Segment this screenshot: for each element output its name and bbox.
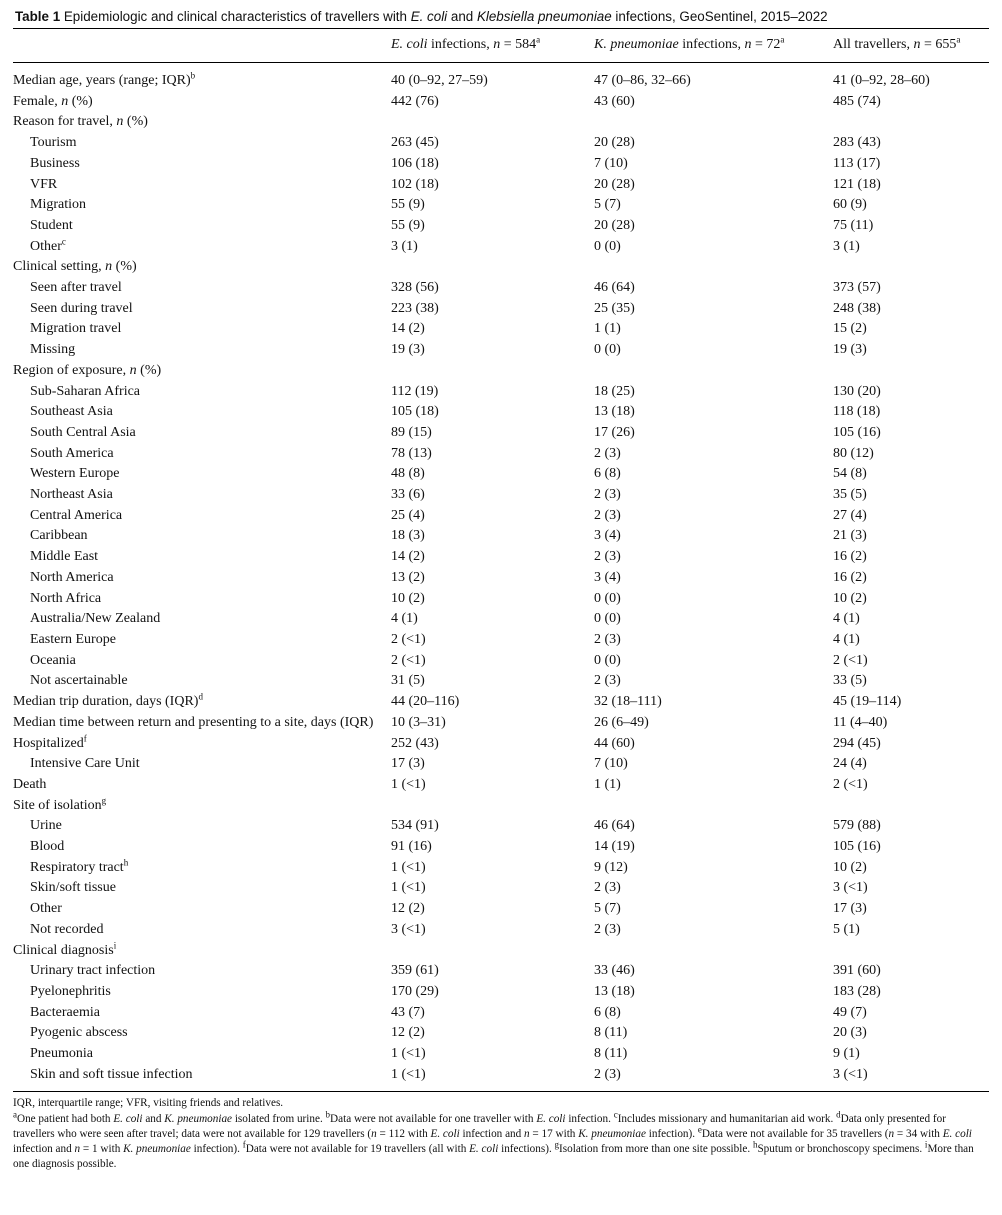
ecoli-value: 102 (18): [391, 176, 439, 192]
table-row: [13, 382, 989, 403]
kpneumoniae-value: 2 (3): [594, 921, 621, 937]
table-row: [13, 423, 989, 444]
ecoli-value: 534 (91): [391, 818, 439, 834]
table-row: [13, 402, 989, 423]
ecoli-value: 18 (3): [391, 528, 425, 544]
table-caption: [15, 8, 989, 26]
table-row: [13, 133, 989, 154]
footnote-details: $^a$One patient had both E. coli and K. pneumoniae isolated from urine. $^b$Data were not available for one traveller with E. coli infection. $^c$Includes missionary and humanitarian aid work. $^d$Data only presented for travellers who were seen after travel; data were not available for 129 travellers (n = 112 with E. coli infection and n = 17 with K. pneumoniae infection). $^e$Data were not available for 35 travellers (n = 34 with E. coli infection and n = 1 with K. pneumoniae infection). $^f$Data were not available for 19 travellers (all with E. coli infections). $^g$Isolation from more than one site possible. $^h$Sputum or bronchoscopy specimens. $^i$More than one diagnosis possible.: [13, 1108, 974, 1171]
table-number: Table 1: [15, 9, 61, 24]
row-label: Median time between return and presenting to a site, days (IQR): [13, 714, 374, 730]
ecoli-value: 359 (61): [391, 963, 439, 979]
footnote-marker: c: [613, 1108, 618, 1119]
table-row: [13, 506, 989, 527]
table-row: [13, 589, 989, 610]
footnote-marker: f: [83, 732, 87, 743]
footnote-marker: h: [752, 1139, 758, 1150]
all-travellers-value: 21 (3): [833, 528, 867, 544]
row-label: Death: [13, 776, 47, 792]
all-travellers-value: 33 (5): [833, 673, 867, 689]
row-label: Median age, years (range; IQR)$^b$: [13, 70, 196, 88]
kpneumoniae-value: [594, 361, 833, 382]
table-row: [13, 920, 989, 941]
row-label: Respiratory tract$^h$: [30, 857, 129, 875]
kpneumoniae-value: 20 (28): [594, 135, 635, 151]
ecoli-value: 1 (<1): [391, 776, 426, 792]
row-label: Intensive Care Unit: [30, 756, 140, 772]
row-label: Pneumonia: [30, 1046, 93, 1062]
kpneumoniae-value: 43 (60): [594, 93, 635, 109]
all-travellers-value: 19 (3): [833, 342, 867, 358]
table-row: [13, 961, 989, 982]
table-row: [13, 775, 989, 796]
all-travellers-value: 20 (3): [833, 1025, 867, 1041]
ecoli-value: [391, 112, 594, 133]
footnote-marker: f: [242, 1139, 246, 1150]
table-row: [13, 837, 989, 858]
row-label: Region of exposure, n (%): [13, 362, 162, 378]
row-label: Other: [30, 901, 62, 917]
table-row: [13, 340, 989, 361]
kpneumoniae-value: 18 (25): [594, 383, 635, 399]
kpneumoniae-value: 20 (28): [594, 176, 635, 192]
all-travellers-value: [833, 941, 989, 962]
row-label: Skin/soft tissue: [30, 880, 116, 896]
ecoli-value: 106 (18): [391, 155, 439, 171]
characteristics-table: [13, 28, 989, 1091]
ecoli-value: 14 (2): [391, 549, 425, 565]
row-label: Pyogenic abscess: [30, 1025, 128, 1041]
all-travellers-value: 10 (2): [833, 590, 867, 606]
ecoli-value: 33 (6): [391, 487, 425, 503]
kpneumoniae-value: 2 (3): [594, 880, 621, 896]
row-label: Australia/New Zealand: [30, 611, 161, 627]
row-label: Southeast Asia: [30, 404, 113, 420]
kpneumoniae-value: 8 (11): [594, 1046, 628, 1062]
table-row: [13, 154, 989, 175]
table-row: [13, 796, 989, 817]
kpneumoniae-value: 0 (0): [594, 652, 621, 668]
row-label: Blood: [30, 839, 65, 855]
all-travellers-value: [833, 257, 989, 278]
all-travellers-value: 15 (2): [833, 321, 867, 337]
row-label: Missing: [30, 342, 76, 358]
ecoli-value: 19 (3): [391, 342, 425, 358]
row-label: Seen after travel: [30, 280, 122, 296]
all-travellers-value: 118 (18): [833, 404, 881, 420]
table-row: [13, 1065, 989, 1092]
kpneumoniae-value: 26 (6–49): [594, 714, 649, 730]
kpneumoniae-value: 8 (11): [594, 1025, 628, 1041]
table-row: [13, 816, 989, 837]
all-travellers-value: 485 (74): [833, 93, 881, 109]
footnote-marker: a: [956, 34, 961, 45]
row-label: Oceania: [30, 652, 76, 668]
ecoli-value: [391, 257, 594, 278]
header-ecoli: E. coli infections, $n = 584^a$: [391, 34, 541, 52]
all-travellers-value: 10 (2): [833, 859, 867, 875]
row-label: Skin and soft tissue infection: [30, 1066, 193, 1082]
kpneumoniae-value: 0 (0): [594, 238, 621, 254]
footnote-marker: a: [13, 1108, 17, 1119]
table-row: [13, 1023, 989, 1044]
footnote-marker: e: [697, 1124, 702, 1135]
row-label: Clinical diagnosis$^i$: [13, 939, 117, 958]
ecoli-value: 13 (2): [391, 569, 425, 585]
table-row: [13, 195, 989, 216]
all-travellers-value: 121 (18): [833, 176, 881, 192]
row-label: Migration travel: [30, 321, 122, 337]
kpneumoniae-value: 1 (1): [594, 776, 621, 792]
all-travellers-value: 105 (16): [833, 424, 881, 440]
all-travellers-value: 17 (3): [833, 901, 867, 917]
all-travellers-value: 3 (1): [833, 238, 860, 254]
ecoli-value: 1 (<1): [391, 1046, 426, 1062]
ecoli-value: 1 (<1): [391, 859, 426, 875]
ecoli-value: 263 (45): [391, 135, 439, 151]
all-travellers-value: 11 (4–40): [833, 714, 888, 730]
table-body: [13, 63, 989, 1092]
all-travellers-value: 41 (0–92, 28–60): [833, 73, 930, 88]
table-row: [13, 175, 989, 196]
kpneumoniae-value: 5 (7): [594, 197, 621, 213]
ecoli-value: 170 (29): [391, 983, 439, 999]
ecoli-value: 89 (15): [391, 424, 432, 440]
kpneumoniae-value: 46 (64): [594, 280, 635, 296]
kpneumoniae-value: 13 (18): [594, 983, 635, 999]
all-travellers-value: 105 (16): [833, 839, 881, 855]
row-label: Reason for travel, n (%): [13, 114, 148, 130]
table-row: [13, 568, 989, 589]
all-travellers-value: 130 (20): [833, 383, 881, 399]
table-row: [13, 630, 989, 651]
all-travellers-value: 16 (2): [833, 549, 867, 565]
row-label: Caribbean: [30, 528, 88, 544]
kpneumoniae-value: 0 (0): [594, 611, 621, 627]
row-label: Clinical setting, n (%): [13, 259, 137, 275]
footnote-marker: b: [325, 1108, 331, 1119]
table-row: [13, 257, 989, 278]
row-label: North Africa: [30, 590, 102, 606]
table-footnotes: [13, 1091, 989, 1172]
table-row: [13, 982, 989, 1003]
row-label: Other$^c$: [30, 235, 66, 254]
ecoli-value: 328 (56): [391, 280, 439, 296]
table-row: [13, 899, 989, 920]
all-travellers-value: 579 (88): [833, 818, 881, 834]
kpneumoniae-value: 2 (3): [594, 631, 621, 647]
row-label: VFR: [30, 176, 58, 192]
table-row: [13, 63, 989, 92]
ecoli-value: 31 (5): [391, 673, 425, 689]
ecoli-value: [391, 941, 594, 962]
kpneumoniae-value: 7 (10): [594, 155, 628, 171]
table-row: [13, 609, 989, 630]
table-row: [13, 651, 989, 672]
all-travellers-value: 54 (8): [833, 466, 867, 482]
all-travellers-value: 16 (2): [833, 569, 867, 585]
all-travellers-value: 35 (5): [833, 487, 867, 503]
header-row: [13, 29, 989, 63]
all-travellers-value: 4 (1): [833, 631, 860, 647]
ecoli-value: 10 (3–31): [391, 714, 446, 730]
row-label: Student: [30, 217, 73, 233]
footnote-marker: d: [836, 1108, 841, 1119]
table-row: [13, 754, 989, 775]
row-label: Western Europe: [30, 466, 120, 482]
footnote-marker: i: [924, 1139, 928, 1150]
all-travellers-value: 49 (7): [833, 1004, 867, 1020]
table-row: [13, 319, 989, 340]
ecoli-value: 4 (1): [391, 611, 418, 627]
table-row: [13, 858, 989, 879]
table-row: [13, 485, 989, 506]
footnote-marker: h: [123, 857, 129, 868]
ecoli-value: 1 (<1): [391, 1066, 426, 1082]
row-label: Central America: [30, 507, 123, 523]
header-kpneumoniae: K. pneumoniae infections, $n = 72^a$: [594, 34, 785, 52]
row-label: Seen during travel: [30, 300, 133, 316]
table-row: [13, 671, 989, 692]
footnote-marker: a: [780, 34, 785, 45]
all-travellers-value: 9 (1): [833, 1046, 860, 1062]
kpneumoniae-value: [594, 941, 833, 962]
row-label: Tourism: [30, 135, 77, 151]
all-travellers-value: 4 (1): [833, 611, 860, 627]
footnote-marker: g: [554, 1139, 560, 1150]
row-label: Median trip duration, days (IQR)$^d$: [13, 691, 203, 710]
kpneumoniae-value: 6 (8): [594, 466, 621, 482]
footnote-marker: b: [190, 70, 196, 81]
kpneumoniae-value: 9 (12): [594, 859, 628, 875]
all-travellers-value: 2 (<1): [833, 776, 868, 792]
row-label: Not recorded: [30, 921, 104, 937]
footnote-marker: d: [198, 691, 203, 702]
all-travellers-value: 391 (60): [833, 963, 881, 979]
table-row: [13, 464, 989, 485]
kpneumoniae-value: 0 (0): [594, 590, 621, 606]
ecoli-value: 2 (<1): [391, 631, 426, 647]
row-label: Urinary tract infection: [30, 963, 156, 979]
ecoli-value: 78 (13): [391, 445, 432, 461]
kpneumoniae-value: 2 (3): [594, 1066, 621, 1082]
kpneumoniae-value: [594, 257, 833, 278]
table-row: [13, 112, 989, 133]
ecoli-value: 48 (8): [391, 466, 425, 482]
all-travellers-value: 5 (1): [833, 921, 860, 937]
all-travellers-value: 24 (4): [833, 756, 867, 772]
kpneumoniae-value: 46 (64): [594, 818, 635, 834]
all-travellers-value: 113 (17): [833, 155, 881, 171]
table-row: [13, 734, 989, 755]
all-travellers-value: 45 (19–114): [833, 694, 902, 710]
kpneumoniae-value: 0 (0): [594, 342, 621, 358]
table-row: [13, 941, 989, 962]
row-label: Pyelonephritis: [30, 983, 111, 999]
kpneumoniae-value: 2 (3): [594, 507, 621, 523]
ecoli-value: 12 (2): [391, 1025, 425, 1041]
header-characteristic: [13, 29, 391, 63]
row-label: Hospitalized$^f$: [13, 732, 87, 751]
all-travellers-value: 294 (45): [833, 735, 881, 751]
row-label: Site of isolation$^g$: [13, 794, 107, 813]
ecoli-value: 25 (4): [391, 507, 425, 523]
ecoli-value: 14 (2): [391, 321, 425, 337]
kpneumoniae-value: [594, 112, 833, 133]
ecoli-value: 105 (18): [391, 404, 439, 420]
row-label: Business: [30, 155, 80, 171]
kpneumoniae-value: 1 (1): [594, 321, 621, 337]
kpneumoniae-value: 3 (4): [594, 569, 621, 585]
table-row: [13, 278, 989, 299]
table-row: [13, 713, 989, 734]
ecoli-value: 10 (2): [391, 590, 425, 606]
row-label: Sub-Saharan Africa: [30, 383, 141, 399]
footnote-marker: c: [61, 235, 66, 246]
kpneumoniae-value: 14 (19): [594, 839, 635, 855]
ecoli-value: 12 (2): [391, 901, 425, 917]
kpneumoniae-value: 7 (10): [594, 756, 628, 772]
kpneumoniae-value: 2 (3): [594, 487, 621, 503]
table-row: [13, 526, 989, 547]
ecoli-value: [391, 796, 594, 817]
ecoli-value: 40 (0–92, 27–59): [391, 73, 488, 88]
all-travellers-value: 183 (28): [833, 983, 881, 999]
row-label: Eastern Europe: [30, 631, 116, 647]
kpneumoniae-value: 2 (3): [594, 549, 621, 565]
row-label: Not ascertainable: [30, 673, 128, 689]
table-row: [13, 1044, 989, 1065]
ecoli-value: 442 (76): [391, 93, 439, 109]
ecoli-value: 252 (43): [391, 735, 439, 751]
ecoli-value: 17 (3): [391, 756, 425, 772]
all-travellers-value: 80 (12): [833, 445, 874, 461]
ecoli-value: 91 (16): [391, 839, 432, 855]
table-row: [13, 361, 989, 382]
table-figure: [13, 8, 989, 1172]
ecoli-value: 223 (38): [391, 300, 439, 316]
ecoli-value: 3 (1): [391, 238, 418, 254]
caption-text: Epidemiologic and clinical characteristics of travellers with E. coli and Klebsiella pneumoniae infections, GeoSentinel, 2015–2022: [60, 9, 828, 24]
ecoli-value: 112 (19): [391, 383, 439, 399]
table-row: [13, 237, 989, 258]
kpneumoniae-value: 25 (35): [594, 300, 635, 316]
all-travellers-value: 3 (<1): [833, 1066, 868, 1082]
table-row: [13, 692, 989, 713]
table-row: [13, 299, 989, 320]
kpneumoniae-value: 32 (18–111): [594, 694, 662, 710]
kpneumoniae-value: 47 (0–86, 32–66): [594, 73, 691, 88]
kpneumoniae-value: 2 (3): [594, 673, 621, 689]
ecoli-value: 55 (9): [391, 217, 425, 233]
ecoli-value: 2 (<1): [391, 652, 426, 668]
ecoli-value: 55 (9): [391, 197, 425, 213]
footnote-marker: g: [101, 794, 107, 805]
row-label: Northeast Asia: [30, 487, 113, 503]
ecoli-value: 43 (7): [391, 1004, 425, 1020]
row-label: Female, n (%): [13, 93, 93, 109]
table-row: [13, 878, 989, 899]
all-travellers-value: 283 (43): [833, 135, 881, 151]
ecoli-value: 3 (<1): [391, 921, 426, 937]
kpneumoniae-value: 6 (8): [594, 1004, 621, 1020]
row-label: Migration: [30, 197, 86, 213]
row-label: South America: [30, 445, 114, 461]
all-travellers-value: 27 (4): [833, 507, 867, 523]
table-row: [13, 92, 989, 113]
table-row: [13, 444, 989, 465]
kpneumoniae-value: 5 (7): [594, 901, 621, 917]
kpneumoniae-value: 33 (46): [594, 963, 635, 979]
all-travellers-value: [833, 112, 989, 133]
footnote-marker: a: [536, 34, 541, 45]
footnote-marker: i: [113, 939, 117, 950]
ecoli-value: [391, 361, 594, 382]
kpneumoniae-value: 3 (4): [594, 528, 621, 544]
kpneumoniae-value: 17 (26): [594, 424, 635, 440]
all-travellers-value: 2 (<1): [833, 652, 868, 668]
all-travellers-value: 373 (57): [833, 280, 881, 296]
all-travellers-value: 75 (11): [833, 217, 874, 233]
ecoli-value: 1 (<1): [391, 880, 426, 896]
ecoli-value: 44 (20–116): [391, 694, 460, 710]
kpneumoniae-value: 2 (3): [594, 445, 621, 461]
all-travellers-value: 248 (38): [833, 300, 881, 316]
kpneumoniae-value: 13 (18): [594, 404, 635, 420]
row-label: South Central Asia: [30, 424, 136, 440]
row-label: North America: [30, 569, 114, 585]
table-row: [13, 547, 989, 568]
all-travellers-value: [833, 361, 989, 382]
kpneumoniae-value: [594, 796, 833, 817]
all-travellers-value: 3 (<1): [833, 880, 868, 896]
row-label: Middle East: [30, 549, 99, 565]
row-label: Bacteraemia: [30, 1004, 100, 1020]
table-row: [13, 1003, 989, 1024]
row-label: Urine: [30, 818, 62, 834]
all-travellers-value: 60 (9): [833, 197, 867, 213]
kpneumoniae-value: 44 (60): [594, 735, 635, 751]
table-row: [13, 216, 989, 237]
header-all-travellers: All travellers, $n = 655^a$: [833, 34, 961, 52]
all-travellers-value: [833, 796, 989, 817]
footnote-abbreviations: IQR, interquartile range; VFR, visiting friends and relatives.: [13, 1097, 284, 1110]
kpneumoniae-value: 20 (28): [594, 217, 635, 233]
